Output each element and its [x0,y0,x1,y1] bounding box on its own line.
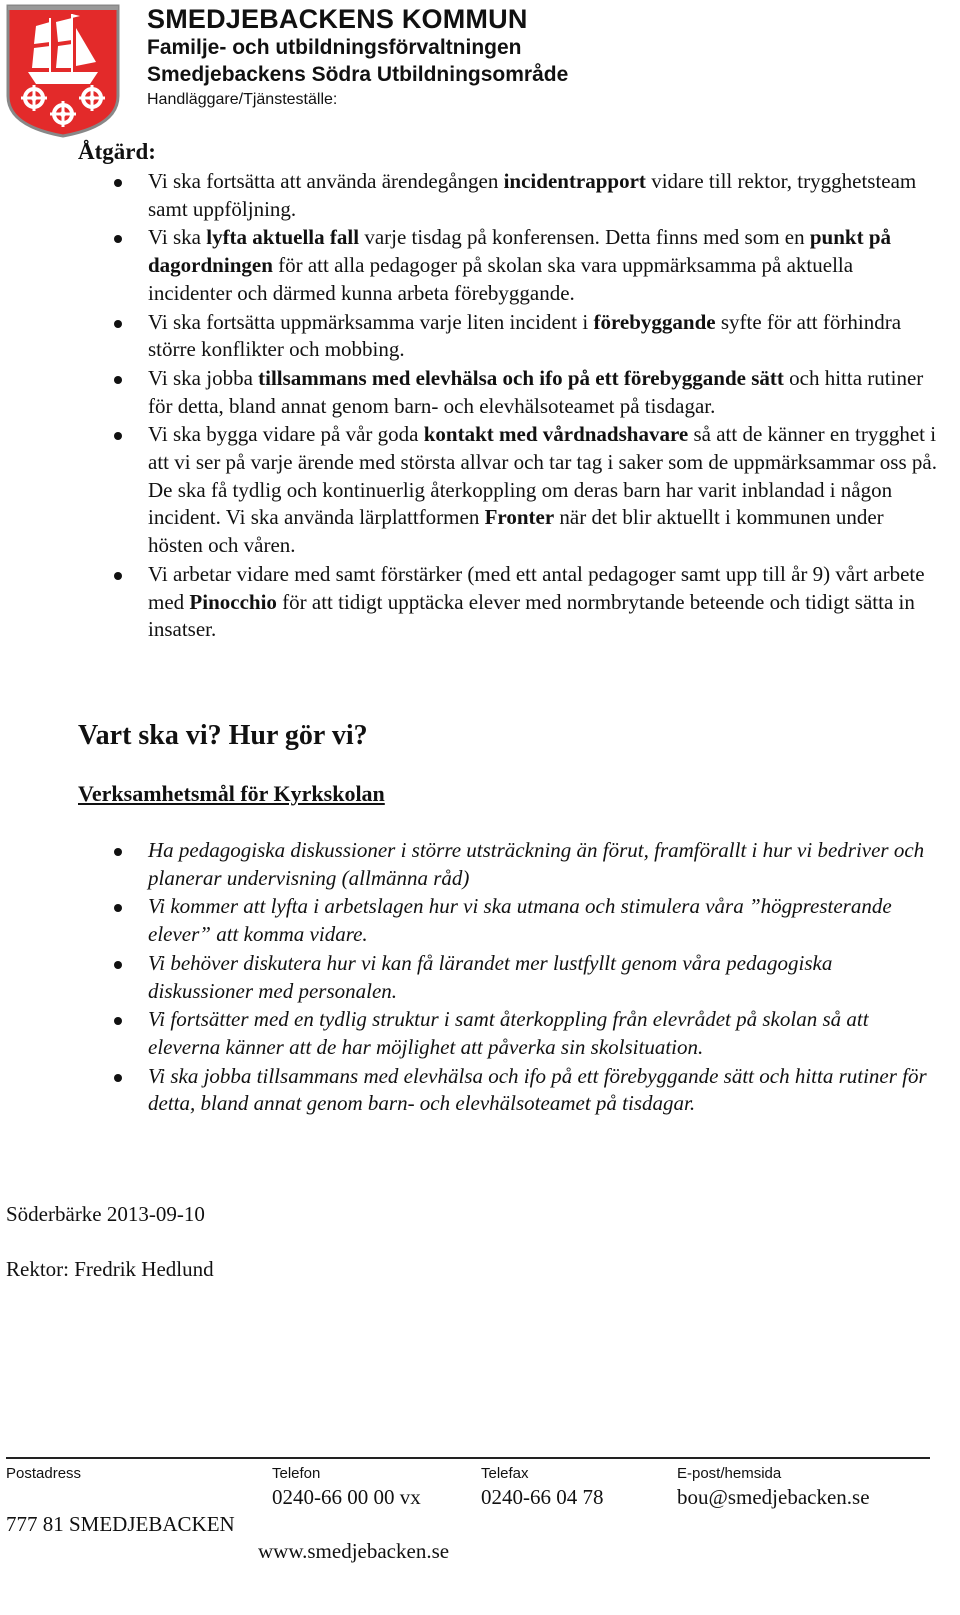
atgard-item [78,168,938,223]
text: när det blir aktuellt i kommunen under hösten och våren. [148,505,884,558]
bold-text: Fronter [484,505,555,530]
principal-name: Rektor: Fredrik Hedlund [6,1257,214,1281]
atgard-item [78,561,938,644]
text: varje tisdag på konferensen. Detta finns med som en [359,225,810,250]
bold-text: punkt på dagordningen [148,225,891,278]
municipality-name: SMEDJEBACKENS KOMMUN [147,4,528,34]
telefon-value: 0240-66 00 00 vx [272,1485,421,1509]
place-date: Söderbärke 2013-09-10 [6,1202,205,1226]
text: så att de känner en trygghet i att vi ser på varje ärende med största allvar och tar tag i saker som de uppmärksammar oss på. De ska få tydlig och kontinuerlig återkoppling om deras barn har varit inblandad i någon incident. Vi ska använda lärplattformen [148,422,937,530]
goal-item: Vi kommer att lyfta i arbetslagen hur vi ska utmana och stimulera våra ”högpresterande elever” att komma vidare. [78,893,938,948]
text: för att alla pedagoger på skolan ska vara uppmärksamma på aktuella incidenter och därmed kunna arbeta förebyggande. [148,253,854,305]
atgard-item [78,224,938,307]
postadress-label: Postadress [6,1465,82,1482]
bold-text: förebyggande [593,309,716,334]
text: Vi ska bygga vidare på vår goda [148,422,424,447]
text: Vi ska [148,225,207,250]
text: Vi ska fortsätta uppmärksamma varje liten incident i [148,309,594,334]
website-link[interactable]: www.smedjebacken.se [258,1539,450,1563]
telefax-label: Telefax [481,1465,529,1482]
text: syfte för att förhindra större konflikter och mobbing. [148,309,902,362]
telefax-value: 0240-66 04 78 [481,1485,604,1509]
goal-item: Vi fortsätter med en tydlig struktur i samt återkoppling från elevrådet på skolan så att eleverna känner att de har möjlighet att påverka sin skolsituation. [78,1006,938,1061]
goals-list [78,837,938,1119]
goal-item: Ha pedagogiska diskussioner i större utsträckning än förut, framförallt i hur vi bedriver och planerar undervisning (allmänna råd) [78,837,938,892]
goal-item: Vi ska jobba tillsammans med elevhälsa och ifo på ett förebyggande sätt och hitta rutiner för detta, bland annat genom barn- och elevhälsoteamet på tisdagar. [78,1063,938,1118]
text: och hitta rutiner för detta, bland annat genom barn- och elevhälsoteamet på tisdagar. [148,365,924,418]
telefon-label: Telefon [272,1465,321,1482]
atgard-item [78,365,938,420]
vart-heading: Vart ska vi? Hur gör vi? [78,720,368,751]
text: Vi arbetar vidare med samt förstärker (med ett antal pedagoger samt upp till år 9) vårt arbete med [148,561,925,614]
postadress-value: 777 81 SMEDJEBACKEN [6,1512,235,1536]
bold-text: tillsammans med elevhälsa och ifo på ett förebyggande sätt [258,365,784,390]
text: för att tidigt upptäcka elever med normbrytande beteende och tidigt sätta in insatser. [148,589,915,642]
area-name: Smedjebackens Södra Utbildningsområde [147,63,569,86]
atgard-heading: Åtgärd: [78,139,156,164]
text: vidare till rektor, trygghetsteam samt uppföljning. [148,169,917,221]
atgard-list [78,168,938,645]
goal-item: Vi behöver diskutera hur vi kan få lärandet mer lustfyllt genom våra pedagogiska diskussioner med personalen. [78,950,938,1005]
email-link[interactable]: bou@smedjebacken.se [677,1485,870,1509]
department-name: Familje- och utbildningsförvaltningen [147,36,522,59]
bold-text: Pinocchio [189,589,277,614]
bold-text: incidentrapport [503,169,646,193]
handler-label: Handläggare/Tjänsteställe: [147,91,338,108]
atgard-item [78,421,938,560]
goals-subheading: Verksamhetsmål för Kyrkskolan [78,781,385,806]
letterhead [147,4,568,110]
email-label: E-post/hemsida [677,1465,782,1482]
bold-text: lyfta aktuella fall [206,225,360,250]
municipal-crest-logo [6,4,120,138]
text: Vi ska jobba [148,365,259,390]
bold-text: kontakt med vårdnadshavare [423,422,689,447]
text: Vi ska fortsätta att använda ärendegången [148,169,504,193]
footer-divider [6,1457,930,1459]
atgard-item [78,309,938,364]
